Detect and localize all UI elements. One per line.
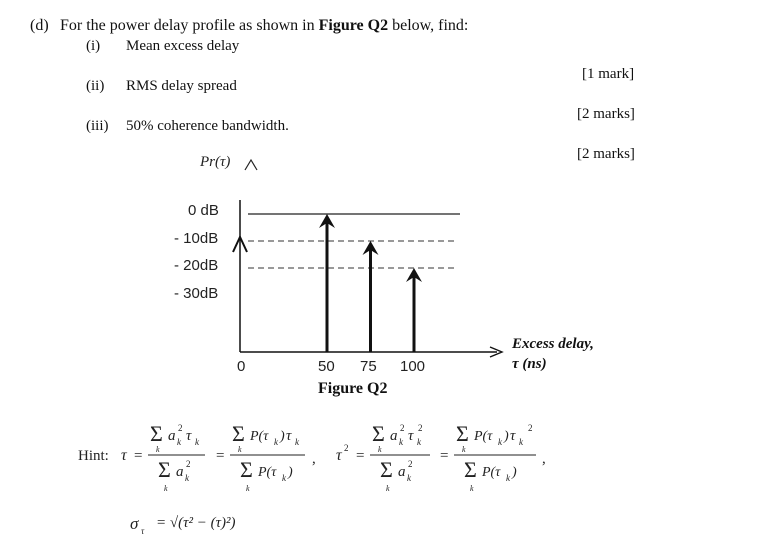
item-iii-text: 50% coherence bandwidth. [126,118,289,134]
y-axis-label-text: Pr(τ) [200,154,231,170]
svg-text:k: k [417,437,421,447]
svg-text:k: k [246,484,250,493]
svg-text:τ: τ [186,428,192,444]
x-tick-50: 50 [318,358,335,375]
item-ii-number: (ii) [86,78,105,94]
hint-sigma-rhs: = √(τ² − (τ)²) [156,515,236,531]
svg-text:Σ: Σ [380,457,393,482]
x-tick-100: 100 [400,358,426,375]
svg-text:k: k [386,484,390,493]
hint-sigma-subscript: τ [141,526,145,536]
mean-delay-fraction-p [230,421,305,493]
hint-comma-1: , [312,451,316,467]
y-tick-0db: 0 dB [188,202,219,219]
svg-text:k: k [399,437,403,447]
hint-equals-1: = [134,448,143,464]
item-iii-number: (iii) [86,118,109,134]
hint-equals-2: = [216,448,225,464]
hint-tau-squared-exp: 2 [344,443,349,453]
item-i-text: Mean excess delay [126,38,240,54]
svg-text:k: k [195,437,199,447]
item-i-number: (i) [86,38,101,54]
svg-text:2: 2 [186,459,191,469]
y-axis-label-arrow-icon [245,160,257,170]
svg-text:k: k [164,484,168,493]
question-label: (d) [30,17,49,34]
svg-text:τ: τ [408,428,414,444]
y-tick-minus10db: - 10dB [174,230,219,247]
svg-text:Σ: Σ [158,457,171,482]
svg-text:k: k [282,473,286,483]
svg-text:P(τ: P(τ [482,465,501,480]
y-axis-label [199,154,230,170]
svg-text:): ) [504,429,509,444]
svg-text:): ) [512,465,517,480]
svg-text:k: k [470,484,474,493]
hint-sigma-symbol: σ [130,514,139,533]
mark-item-iii: [2 marks] [577,146,635,162]
svg-text:P(τ: P(τ [250,429,269,444]
y-tick-minus20db: - 20dB [174,257,219,274]
y-tick-minus30db: - 30dB [174,285,219,302]
svg-text:a: a [390,428,398,444]
svg-text:k: k [407,473,411,483]
svg-text:k: k [498,437,502,447]
question-intro-after: below, find: [392,17,469,34]
svg-text:τ: τ [510,428,516,444]
svg-text:a: a [398,464,406,480]
hint-tau-symbol: τ [121,447,127,464]
figure-caption: Figure Q2 [318,380,388,397]
mark-item-i: [1 mark] [582,66,635,82]
svg-text:k: k [156,445,160,454]
svg-text:Σ: Σ [150,421,163,446]
svg-text:2: 2 [418,423,423,433]
svg-text:Σ: Σ [232,421,245,446]
svg-text:k: k [238,445,242,454]
x-axis-unit: τ (ns) [512,356,547,372]
svg-text:2: 2 [528,423,533,433]
stems-group [233,214,422,352]
svg-text:2: 2 [408,459,413,469]
svg-text:τ: τ [286,428,292,444]
hint-label: Hint: [78,448,109,464]
item-ii-text: RMS delay spread [126,78,237,94]
svg-text:P(τ: P(τ [258,465,277,480]
svg-text:a: a [168,428,176,444]
svg-text:Σ: Σ [464,457,477,482]
svg-text:Σ: Σ [372,421,385,446]
svg-text:Σ: Σ [240,457,253,482]
x-tick-0: 0 [237,358,246,375]
question-intro-text: For the power delay profile as shown in [60,17,315,34]
mark-item-ii: [2 marks] [577,106,635,122]
svg-text:a: a [176,464,184,480]
svg-text:k: k [295,437,299,447]
svg-text:2: 2 [400,423,405,433]
hint-tau-squared-symbol: τ [336,447,342,464]
svg-text:k: k [274,437,278,447]
second-moment-fraction-p [454,421,536,493]
svg-text:): ) [280,429,285,444]
figure-reference: Figure Q2 [318,17,389,34]
svg-text:k: k [506,473,510,483]
svg-text:Σ: Σ [456,421,469,446]
x-axis-label: Excess delay, [512,336,594,352]
second-moment-fraction-a [370,421,430,493]
mean-delay-fraction-a [148,421,205,493]
svg-text:k: k [177,437,181,447]
hint-comma-2: , [542,451,546,467]
svg-text:k: k [462,445,466,454]
svg-text:k: k [185,473,189,483]
hint-equals-3: = [356,448,365,464]
hint-equals-4: = [440,448,449,464]
svg-text:P(τ: P(τ [474,429,493,444]
svg-text:k: k [378,445,382,454]
svg-text:): ) [288,465,293,480]
svg-text:k: k [519,437,523,447]
x-tick-75: 75 [360,358,377,375]
svg-text:2: 2 [178,423,183,433]
hint-formulas [0,405,758,542]
